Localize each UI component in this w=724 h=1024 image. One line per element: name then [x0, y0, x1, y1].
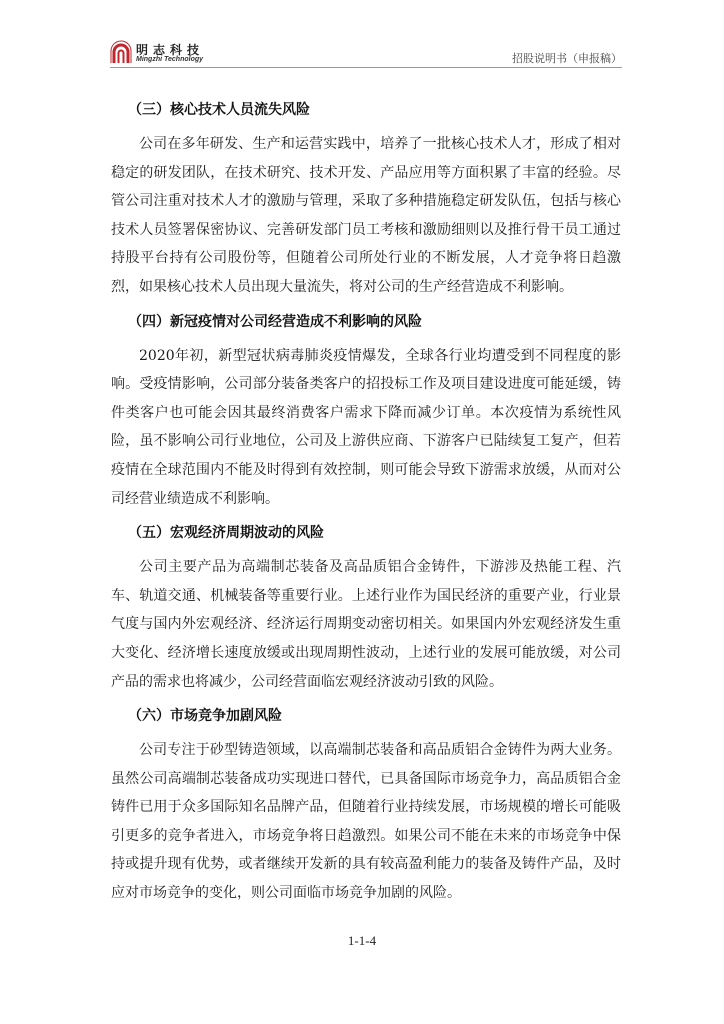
section-paragraph: 公司在多年研发、生产和运营实践中，培养了一批核心技术人才，形成了相对稳定的研发团队，在技术研究、技术开发、产品应用等方面积累了丰富的经验。尽管公司注重对技术人才的激励与管理，采取了多种措施稳定研发队伍，包括与核心技术人员签署保密协议、完善研发部门员工考核和激励细则以及推行骨干员工通过持股平台持有公司股份等，但随着公司所处行业的不断发展，人才竞争将日趋激烈，如果核心技术人员出现大量流失，将对公司的生产经营造成不利影响。 — [111, 136, 621, 295]
section-heading: （六）市场竞争加剧风险 — [128, 708, 282, 725]
logo-chinese-name: 明志科技 — [136, 43, 205, 57]
logo-emblem-icon — [110, 40, 132, 64]
section-heading: （四）新冠疫情对公司经营造成不利影响的风险 — [128, 313, 422, 330]
section-paragraph: 公司主要产品为高端制芯装备及高品质铝合金铸件，下游涉及热能工程、汽车、轨道交通、机械装备等重要行业。上述行业作为国民经济的重要产业，行业景气度与国内外宏观经济、经济运行周期变动密切相关。如果国内外宏观经济发生重大变化、经济增长速度放缓或出现周期性波动，上述行业的发展可能放缓，对公司产品的需求也将减少，公司经营面临宏观经济波动引致的风险。 — [111, 559, 621, 690]
document-title: 招股说明书（申报稿） — [512, 52, 622, 65]
page-number: 1-1-4 — [347, 933, 377, 948]
section-heading: （五）宏观经济周期波动的风险 — [128, 525, 324, 542]
section-paragraph: 2020年初，新型冠状病毒肺炎疫情爆发，全球各行业均遭受到不同程度的影响。受疫情影响，公司部分装备类客户的招投标工作及项目建设进度可能延缓，铸件类客户也可能会因其最终消费客户需求下降而减少订单。本次疫情为系统性风险，虽不影响公司行业地位，公司及上游供应商、下游客户已陆续复工复产，但若疫情在全球范围内不能及时得到有效控制，则可能会导致下游需求放缓，从而对公司经营业绩造成不利影响。 — [111, 347, 621, 507]
header-divider — [110, 67, 622, 68]
section-paragraph: 公司专注于砂型铸造领域，以高端制芯装备和高品质铝合金铸件为两大业务。虽然公司高端制芯装备成功实现进口替代，已具备国际市场竞争力，高品质铝合金铸件已用于众多国际知名品牌产品，但随着行业持续发展，市场规模的增长可能吸引更多的竞争者进入，市场竞争将日趋激烈。如果公司不能在未来的市场竞争中保持或提升现有优势，或者继续开发新的具有较高盈利能力的装备及铸件产品，及时应对市场竞争的变化，则公司面临市场竞争加剧的风险。 — [111, 742, 621, 902]
section-heading: （三）核心技术人员流失风险 — [128, 102, 310, 118]
page-header — [110, 40, 622, 70]
main-content — [111, 90, 621, 908]
company-logo — [110, 40, 230, 68]
logo-english-name: Mingzhi Technology — [136, 56, 204, 63]
